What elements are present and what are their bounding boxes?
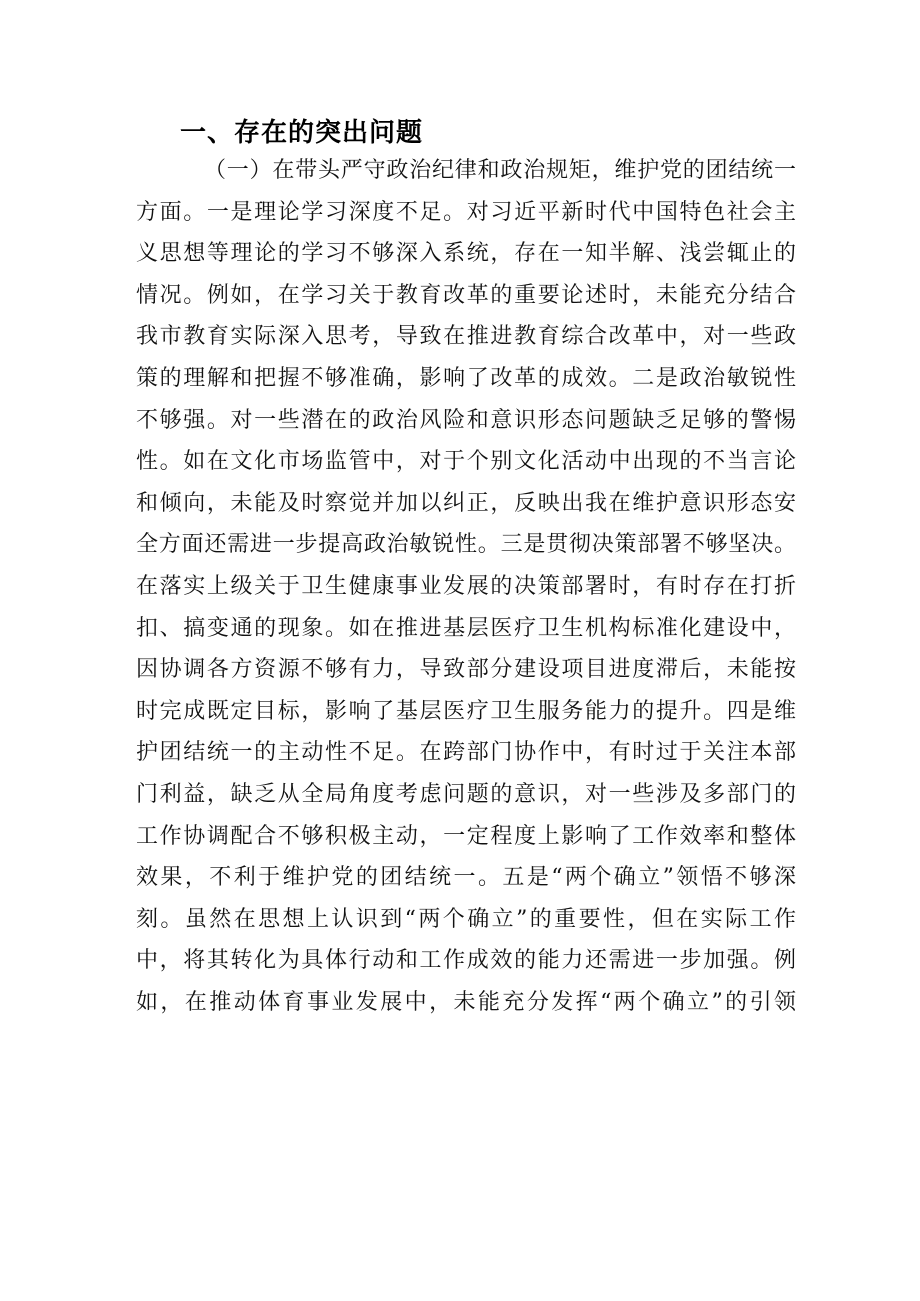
text-line-17: 工作协调配合不够积极主动，一定程度上影响了工作效率和整体 <box>136 823 796 849</box>
text-line-18: 效果，不利于维护党的团结统一。五是“两个确立”领悟不够深 <box>136 865 796 891</box>
text-line-19: 刻。虽然在思想上认识到“两个确立”的重要性，但在实际工作 <box>136 906 796 932</box>
text-line-2: 方面。一是理论学习深度不足。对习近平新时代中国特色社会主 <box>136 199 796 225</box>
text-line-10: 全方面还需进一步提高政治敏锐性。三是贯彻决策部署不够坚决。 <box>136 532 796 558</box>
text-line-21: 如，在推动体育事业发展中，未能充分发挥“两个确立”的引领 <box>136 989 796 1015</box>
text-line-15: 护团结统一的主动性不足。在跨部门协作中，有时过于关注本部 <box>136 740 796 766</box>
text-line-11: 在落实上级关于卫生健康事业发展的决策部署时，有时存在打折 <box>136 573 796 599</box>
text-line-13: 因协调各方资源不够有力，导致部分建设项目进度滞后，未能按 <box>136 657 796 683</box>
text-line-4: 情况。例如，在学习关于教育改革的重要论述时，未能充分结合 <box>136 282 796 308</box>
text-line-7: 不够强。对一些潜在的政治风险和意识形态问题缺乏足够的警惕 <box>136 407 796 433</box>
body-paragraph <box>136 150 796 1023</box>
text-line-16: 门利益，缺乏从全局角度考虑问题的意识，对一些涉及多部门的 <box>136 781 796 807</box>
text-line-8: 性。如在文化市场监管中，对于个别文化活动中出现的不当言论 <box>136 449 796 475</box>
text-line-20: 中，将其转化为具体行动和工作成效的能力还需进一步加强。例 <box>136 948 796 974</box>
text-line-12: 扣、搞变通的现象。如在推进基层医疗卫生机构标准化建设中， <box>136 615 796 641</box>
text-line-14: 时完成既定目标，影响了基层医疗卫生服务能力的提升。四是维 <box>136 698 796 724</box>
text-line-5: 我市教育实际深入思考，导致在推进教育综合改革中，对一些政 <box>136 324 796 350</box>
text-line-6: 策的理解和把握不够准确，影响了改革的成效。二是政治敏锐性 <box>136 365 796 391</box>
section-heading: 一、存在的突出问题 <box>180 118 424 148</box>
text-line-9: 和倾向，未能及时察觉并加以纠正，反映出我在维护意识形态安 <box>136 490 796 516</box>
text-line-3: 义思想等理论的学习不够深入系统，存在一知半解、浅尝辄止的 <box>136 241 796 267</box>
text-line-1: （一）在带头严守政治纪律和政治规矩，维护党的团结统一 <box>204 158 796 183</box>
